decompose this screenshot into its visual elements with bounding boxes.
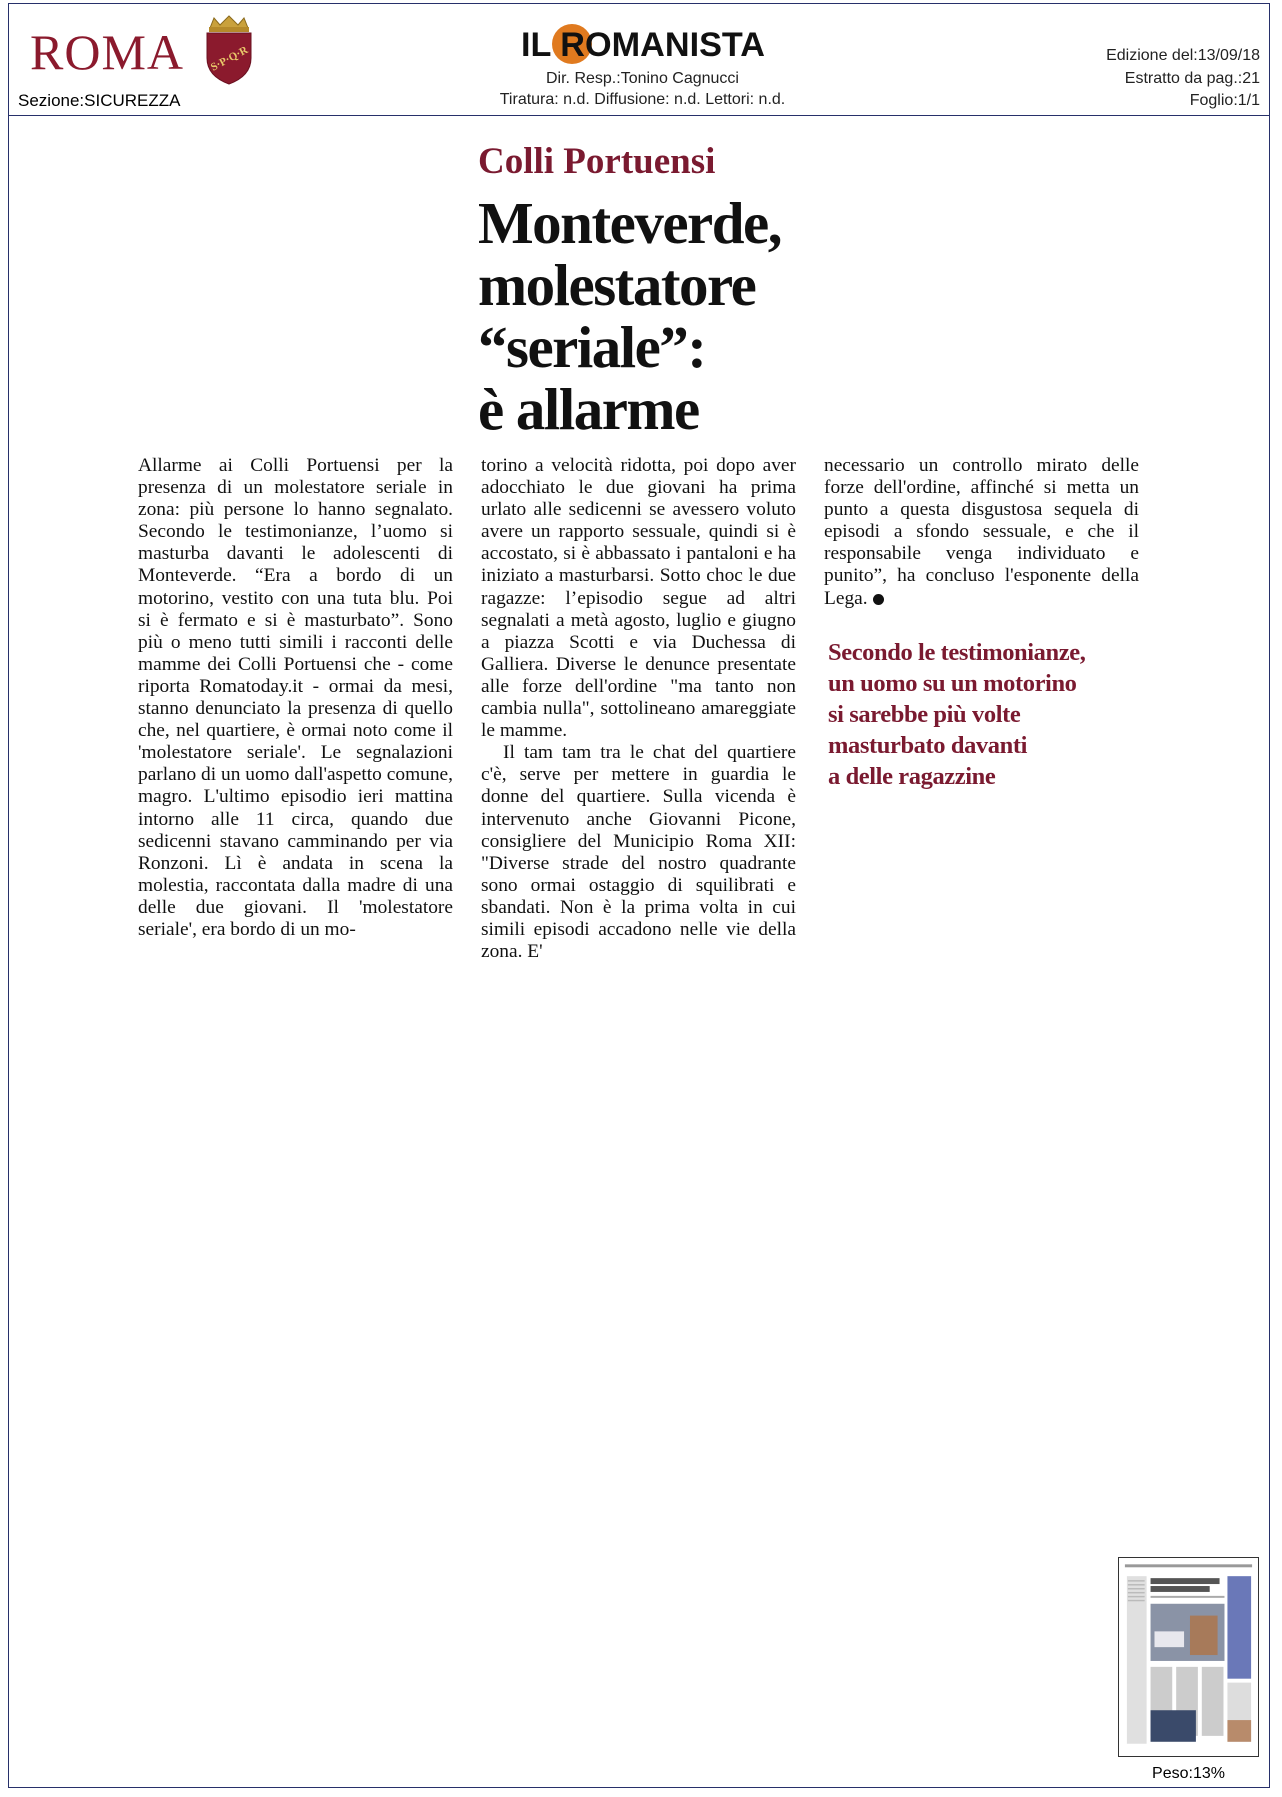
- sheet-number: Foglio:1/1: [1189, 92, 1260, 109]
- svg-text:IL ROMANISTA: IL ROMANISTA: [521, 26, 765, 64]
- pull-quote: [828, 637, 1158, 792]
- page-weight: Peso:13%: [1152, 1765, 1225, 1782]
- pull-quote-line: a delle ragazzine: [828, 763, 996, 790]
- article-kicker: Colli Portuensi: [478, 141, 716, 182]
- spqr-crest-icon: [200, 14, 258, 86]
- page-thumbnail: [1118, 1557, 1259, 1757]
- headline-line: è allarme: [478, 376, 699, 442]
- extract-page: Estratto da pag.:21: [1124, 70, 1260, 87]
- body-paragraph: Il tam tam tra le chat del quartiere c'è, serve per mettere in guardia le donne del quartiere. Sulla vicenda è intervenuto anche Giovanni Picone, consigliere del Municipio Roma XII: "Diverse strade del nostro quadrante sono ormai ostaggio di squilibrati e sbandati. Non è la prima volta in cui simili episodi accadono nelle vie della zona. E': [481, 742, 796, 963]
- article-column-2: [481, 455, 796, 963]
- pull-quote-line: un uomo su un motorino: [828, 670, 1077, 697]
- article-column-1: [138, 455, 453, 941]
- headline-line: molestatore: [478, 252, 756, 318]
- director-line: Dir. Resp.:Tonino Cagnucci: [546, 70, 739, 87]
- roma-logo: ROMA: [30, 24, 185, 80]
- svg-text:S·P·Q·R: S·P·Q·R: [208, 44, 251, 74]
- body-paragraph: torino a velocità ridotta, poi dopo aver adocchiato le due giovani ha prima urlato alle sedicenni se avessero voluto avere un rapporto sessuale, quindi si è accostato, si è abbassato i pantaloni e ha iniziato a masturbarsi. Sotto choc le due ragazze: l’episodio segue ad altri segnalati a metà agosto, luglio e giugno a piazza Scotti e via Duchessa di Galliera. Diverse le denunce presentate alle forze dell'ordine "ma tanto non cambia nulla", sottolineano amareggiate le mamme.: [481, 455, 796, 742]
- end-mark-icon: [873, 594, 884, 605]
- pull-quote-line: Secondo le testimonianze,: [828, 639, 1086, 666]
- pull-quote-line: masturbato davanti: [828, 732, 1028, 759]
- article-column-3: [824, 455, 1139, 610]
- body-text: necessario un controllo mirato delle forze dell'ordine, affinché si metta un punto a questa disgustosa sequela di episodi a sfondo sessuale, e che il responsabile venga individuato e punito”, ha concluso l'esponente della Lega.: [824, 455, 1139, 609]
- masthead-logo: [518, 22, 768, 66]
- header-divider: [8, 115, 1270, 116]
- headline-line: Monteverde,: [478, 190, 781, 256]
- section-label: Sezione:SICUREZZA: [18, 91, 181, 110]
- headline-line: “seriale”:: [478, 314, 706, 380]
- edition-date: Edizione del:13/09/18: [1106, 47, 1260, 64]
- body-paragraph: [824, 455, 1139, 610]
- pull-quote-line: si sarebbe più volte: [828, 701, 1021, 728]
- article-headline: [478, 192, 838, 440]
- circulation-line: Tiratura: n.d. Diffusione: n.d. Lettori: n.d.: [499, 91, 786, 108]
- body-paragraph: Allarme ai Colli Portuensi per la presenza di un molestatore seriale in zona: più persone lo hanno segnalato. Secondo le testimonianze, l’uomo si masturba davanti le adolescenti di Monteverde. “Era a bordo di un motorino, vestito con una tuta blu. Poi si è fermato e si è masturbato”. Sono più o meno tutti simili i racconti delle mamme dei Colli Portuensi che - come riporta Romatoday.it - ormai da mesi, stanno denunciato la presenza di quello che, nel quartiere, è ormai noto come il 'molestatore seriale'. Le segnalazioni parlano di un uomo dall'aspetto comune, magro. L'ultimo episodio ieri mattina intorno alle 11 circa, quando due sedicenni stavano camminando per via Ronzoni. Lì è andata in scena la molestia, raccontata dalla madre di una delle due giovani. Il 'molestatore seriale', era bordo di un mo-: [138, 455, 453, 940]
